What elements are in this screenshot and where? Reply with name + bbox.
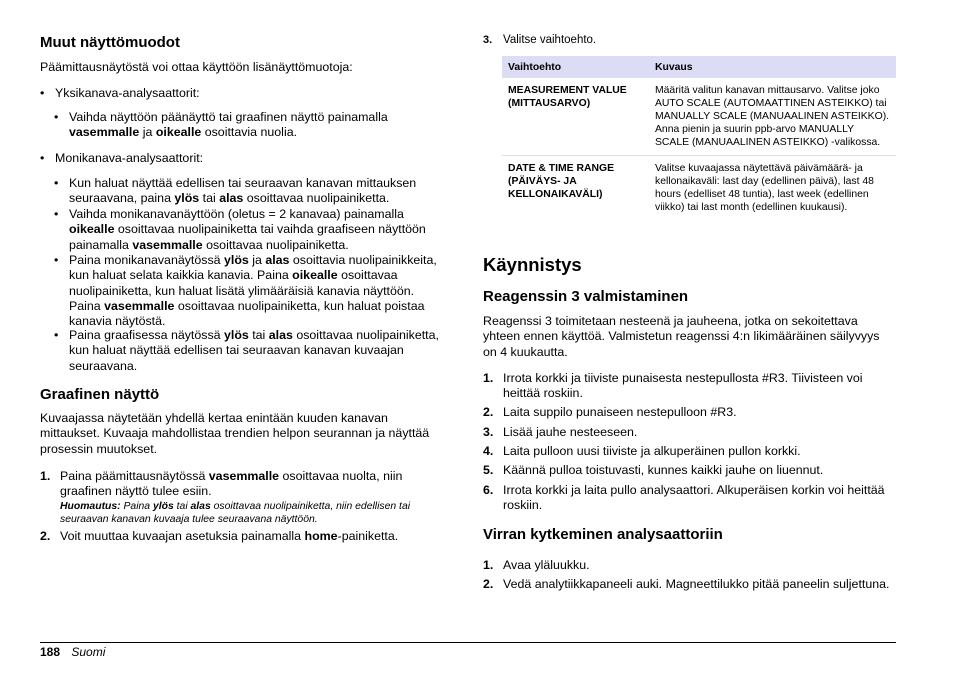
- reagenssi-step-1: 1. Irrota korkki ja tiiviste punaisesta nestepullosta #R3. Tiivisteen voi heittää roskiin.: [483, 371, 863, 401]
- reagenssi-step-3: 3. Lisää jauhe nesteeseen.: [483, 425, 638, 439]
- multi-item-2: • Vaihda monikanavanäyttöön (oletus = 2 kanavaa) painamalla oikealle osoittavaa nuolipainiketta tai vaihda graafiseen näyttöön painamalla vasemmalle osoittavaa nuolipainiketta.: [54, 207, 426, 252]
- table-header-option: Vaihtoehto: [502, 56, 649, 78]
- multi-item-3: • Paina monikanavanäytössä ylös ja alas osoittavia nuolipainikkeita, kun haluat selata kaikkia kanavia. Paina oikealle osoittavaa nuolipainiketta, kun haluat lisätä ylimääräisiä kanavia näyttöön. Paina vasemmalle osoittavaa nuolipainiketta, kun haluat poistaa kanavia näytöstä.: [54, 253, 437, 329]
- step-3-select: 3. Valitse vaihtoehto.: [483, 34, 597, 46]
- reagenssi-intro: Reagenssi 3 toimitetaan nesteenä ja jauheena, jotka on sekoitettava yhteen ennen käyttöä. Valmistetun reagenssi 4:n likimääräinen säilyvyys on 4 kuukautta.: [483, 314, 880, 359]
- table-header-desc: Kuvaus: [649, 56, 896, 78]
- section-heading-kaynnistys: Käynnistys: [483, 254, 582, 275]
- reagenssi-step-2: 2. Laita suppilo punaiseen nestepulloon #R3.: [483, 405, 737, 419]
- bullet-single: • Yksikanava-analysaattorit:: [40, 86, 200, 100]
- footer-divider: [40, 642, 896, 643]
- graafinen-intro: Kuvaajassa näytetään yhdellä kertaa enintään kuuden kanavan mittaukset. Kuvaaja mahdollistaa trendien helpon seurannan ja näyttää prosessin muutokset.: [40, 411, 430, 456]
- reagenssi-step-5: 5. Käännä pulloa toistuvasti, kunnes kaikki jauhe on liuennut.: [483, 463, 824, 477]
- section-heading-virta: Virran kytkeminen analysaattoriin: [483, 526, 723, 543]
- bullet-dot: •: [40, 86, 45, 100]
- bullet-multi: • Monikanava-analysaattorit:: [40, 151, 204, 165]
- virta-step-1: 1. Avaa yläluukku.: [483, 558, 590, 572]
- footer: [40, 645, 105, 660]
- reagenssi-step-4: 4. Laita pulloon uusi tiiviste ja alkuperäinen pullon korkki.: [483, 444, 801, 458]
- section-heading-graafinen: Graafinen näyttö: [40, 386, 160, 403]
- muut-intro: Päämittausnäytöstä voi ottaa käyttöön lisänäyttömuotoja:: [40, 60, 353, 74]
- table-cell-desc: Määritä valitun kanavan mittausarvo. Valitse joko AUTO SCALE (AUTOMAATTINEN ASTEIKKO) tai MANUALLY SCALE (MANUAALINEN ASTEIKKO). Anna pienin ja suurin ppb-arvo MANUALLY SCALE (MANUAALINEN ASTEIKKO) -valikossa.: [649, 78, 896, 156]
- multi-item-1: • Kun haluat näyttää edellisen tai seuraavan kanavan mittauksen seuraavana, paina ylös tai alas osoittavaa nuolipainiketta.: [54, 176, 417, 206]
- single-item-1: • Vaihda näyttöön päänäyttö tai graafinen näyttö painamalla vasemmalle ja oikealle osoittavia nuolia.: [54, 110, 388, 140]
- table-row: [502, 156, 896, 221]
- section-heading-muut: Muut näyttömuodot: [40, 34, 180, 51]
- graafinen-step-1: 1. Paina päämittausnäytössä vasemmalle osoittavaa nuolta, niin graafinen näyttö tulee esiin. Huomautus: Paina ylös tai alas osoittavaa nuolipainiketta, niin edellisen tai seuraavan kanavan kuvaaja tulee seuraavana näyttöön.: [40, 469, 445, 526]
- page-number: 188: [40, 645, 61, 659]
- graafinen-step-2: 2. Voit muuttaa kuvaajan asetuksia painamalla home-painiketta.: [40, 529, 399, 543]
- multi-item-4: • Paina graafisessa näytössä ylös tai alas osoittavaa nuolipainiketta, kun haluat näyttää edellisen tai seuraavan kanavan kuvaajan seuraavana.: [54, 328, 439, 373]
- table-header-row: [502, 56, 896, 78]
- note: Huomautus: Paina ylös tai alas osoittavaa nuolipainiketta, niin edellisen tai seuraavan kanavan kuvaaja tulee seuraavana näyttöön.: [60, 500, 411, 525]
- table-cell-option: DATE & TIME RANGE (PÄIVÄYS- JA KELLONAIKAVÄLI): [508, 163, 615, 200]
- section-heading-reagenssi: Reagenssin 3 valmistaminen: [483, 288, 689, 305]
- virta-step-2: 2. Vedä analytiikkapaneeli auki. Magneettilukko pitää paneelin suljettuna.: [483, 577, 890, 591]
- table-row: [502, 78, 896, 156]
- options-table: [502, 56, 896, 220]
- reagenssi-step-6: 6. Irrota korkki ja laita pullo analysaattori. Alkuperäisen korkin voi heittää roskiin.: [483, 483, 885, 513]
- table-cell-option: MEASUREMENT VALUE (MITTAUSARVO): [502, 78, 649, 156]
- table-cell-desc: Valitse kuvaajassa näytettävä päivämäärä- ja kellonaikaväli: last day (edellinen päivä), last 48 hours (edelliset 48 tuntia), last week (edellinen viikko) tai last month (edellinen kuukausi).: [655, 163, 874, 213]
- footer-language: Suomi: [71, 645, 106, 659]
